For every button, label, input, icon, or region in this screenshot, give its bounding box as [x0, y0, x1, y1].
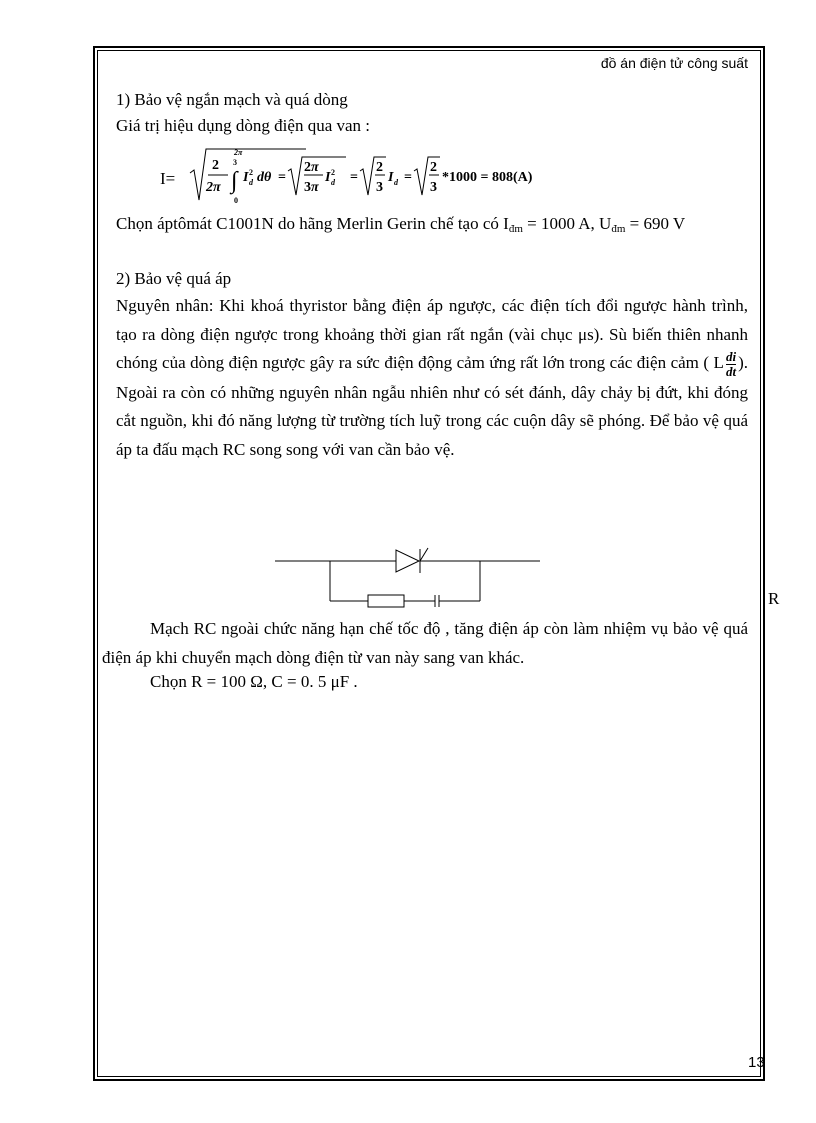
- section-1-intro: Giá trị hiệu dụng dòng điện qua van :: [116, 116, 371, 135]
- svg-text:2π: 2π: [304, 160, 319, 175]
- svg-text:2: 2: [212, 158, 219, 173]
- section-1-heading: 1) Bảo vệ ngắn mạch và quá dòng: [116, 90, 348, 109]
- svg-text:3: 3: [430, 180, 437, 195]
- svg-text:d: d: [331, 178, 335, 187]
- rc-values-choice: Chọn R = 100 Ω, C = 0. 5 μF .: [150, 672, 358, 691]
- breaker-choice: Chọn áptômát C1001N do hãng Merlin Gerin chế tạo có $I_{đm} = 1000$ A, $U_{đm} = 690$ V: [116, 214, 686, 235]
- svg-text:dθ: dθ: [257, 170, 272, 185]
- document-header: đồ án điện tử công suất: [600, 55, 748, 71]
- svg-text:2π: 2π: [234, 148, 243, 157]
- thyristor-gate: [420, 548, 428, 561]
- thyristor-symbol: [396, 550, 419, 572]
- svg-text:I: I: [325, 170, 331, 185]
- margin-letter: R: [768, 589, 780, 608]
- svg-text:2π: 2π: [206, 180, 221, 195]
- svg-text:=: =: [404, 170, 412, 185]
- formula-lhs: I=: [160, 169, 176, 188]
- svg-text:2: 2: [376, 160, 383, 175]
- overvoltage-cause-paragraph: Nguyên nhân: Khi khoá thyristor bằng điện áp ngược, các điện tích đổi ngược hành trình, tạo ra dòng điện ngược trong khoảng thời gian rất ngắn (vài chục μs). Sù biến thiên nhanh chóng của dòng điện ngược gây ra sức điện động cảm ứng rất lớn trong các điện cảm ( L $\frac{di}{dt}$ ). Ngoài ra còn có những nguyên nhân ngẫu nhiên như có sét đánh, dây chảy bị đứt, khi đóng cắt nguồn, khi đó năng lượng từ trường tích luỹ trong các cuộn dây sẽ phóng. Để bảo vệ quá áp ta đấu mạch RC song song với van cần bảo vệ.: [116, 296, 748, 459]
- svg-text:0: 0: [234, 196, 238, 205]
- formula-result: *1000 = 808(A): [442, 170, 533, 185]
- svg-text:=: =: [278, 170, 286, 185]
- resistor-symbol: [368, 595, 404, 607]
- svg-text:2: 2: [430, 160, 437, 175]
- svg-text:3π: 3π: [304, 180, 319, 195]
- svg-text:2: 2: [331, 168, 335, 177]
- svg-text:∫: ∫: [231, 168, 238, 194]
- svg-text:2: 2: [249, 168, 253, 177]
- svg-text:d: d: [249, 178, 253, 187]
- svg-text:I: I: [388, 170, 394, 185]
- svg-text:=: =: [350, 170, 358, 185]
- section-2-heading: 2) Bảo vệ quá áp: [116, 269, 232, 288]
- svg-text:3: 3: [233, 158, 237, 167]
- page-number: 13: [748, 1054, 765, 1071]
- rc-snubber-circuit: [270, 540, 550, 615]
- rms-current-formula: [140, 145, 560, 216]
- rc-description: Mạch RC ngoài chức năng hạn chế tốc độ , tăng điện áp còn làm nhiệm vụ bảo vệ quá điện áp khi chuyển mạch dòng điện từ van này sang van khác.: [102, 619, 748, 667]
- svg-text:I: I: [243, 170, 249, 185]
- svg-text:3: 3: [376, 180, 383, 195]
- di-dt-fraction: $\frac{di}{dt}$: [725, 348, 737, 379]
- svg-text:d: d: [394, 178, 398, 187]
